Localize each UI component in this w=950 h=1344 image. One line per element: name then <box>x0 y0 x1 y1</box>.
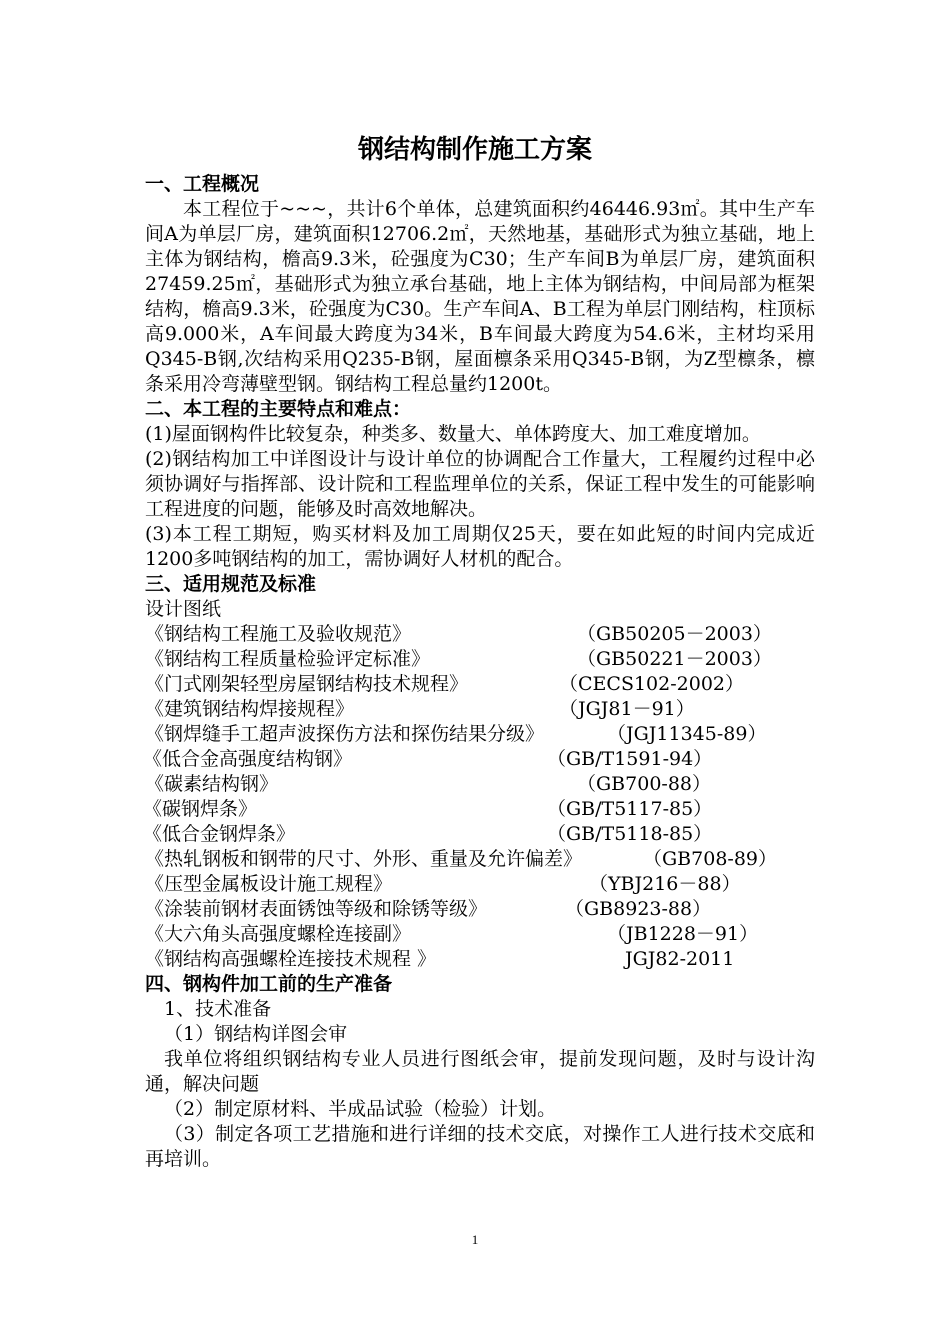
standard-name: 《钢结构高强螺栓连接技术规程 》 <box>145 948 437 970</box>
standard-code: （GB8923-88） <box>565 898 712 920</box>
standard-row <box>145 622 815 647</box>
standard-code: JGJ82-2011 <box>625 948 735 970</box>
standard-row <box>145 747 815 772</box>
standard-name: 《涂装前钢材表面锈蚀等级和除锈等级》 <box>145 898 488 920</box>
document-body <box>145 172 815 1172</box>
standard-name: 《压型金属板设计施工规程》 <box>145 873 393 895</box>
section-1-heading: 一、工程概况 <box>145 173 260 195</box>
section-2-heading: 二、本工程的主要特点和难点： <box>145 398 412 420</box>
standard-name: 《低合金高强度结构钢》 <box>143 748 353 770</box>
prep-item-1: （1）钢结构详图会审 <box>164 1023 348 1045</box>
standard-row <box>145 897 815 922</box>
standard-name: 《钢结构工程质量检验评定标准》 <box>145 648 431 670</box>
standard-row <box>145 722 815 747</box>
standard-code: （JB1228－91） <box>607 923 759 945</box>
document-title: 钢结构制作施工方案 <box>357 135 592 165</box>
subsection-technical-prep: 1、技术准备 <box>164 998 272 1020</box>
standard-row <box>145 847 815 872</box>
standard-row <box>145 797 815 822</box>
standard-code: （GB50205－2003） <box>577 623 772 645</box>
section-3-heading: 三、适用规范及标准 <box>145 573 317 595</box>
standard-name: 《钢焊缝手工超声波探伤方法和探伤结果分级》 <box>145 723 545 745</box>
standard-row <box>145 947 815 972</box>
prep-item-2: （2）制定原材料、半成品试验（检验）计划。 <box>164 1098 557 1120</box>
standard-code: （CECS102-2002） <box>559 673 744 695</box>
standard-code: （GB700-88） <box>577 773 712 795</box>
standard-name: 《热轧钢板和钢带的尺寸、外形、重量及允许偏差》 <box>145 848 583 870</box>
standard-code: （GB/T5118-85） <box>547 823 713 845</box>
difficulty-item-3: (3)本工程工期短，购买材料及加工周期仅25天，要在如此短的时间内完成近1200多吨钢结构的加工，需协调好人材机的配合。 <box>145 523 815 570</box>
standard-row <box>145 672 815 697</box>
standard-row <box>145 872 815 897</box>
standard-name: 《钢结构工程施工及验收规范》 <box>145 623 412 645</box>
standard-row <box>145 697 815 722</box>
standard-row <box>145 922 815 947</box>
standard-name: 《建筑钢结构焊接规程》 <box>145 698 355 720</box>
section-4-heading: 四、钢构件加工前的生产准备 <box>145 973 393 995</box>
standard-name: 《碳素结构钢》 <box>145 773 279 795</box>
standard-code: （GB/T1591-94） <box>547 748 713 770</box>
difficulty-item-1: (1)屋面钢构件比较复杂，种类多、数量大、单体跨度大、加工难度增加。 <box>145 423 761 445</box>
standard-code: （JGJ11345-89） <box>607 723 767 745</box>
prep-item-1-text: 我单位将组织钢结构专业人员进行图纸会审，提前发现问题，及时与设计沟通，解决问题 <box>145 1048 815 1095</box>
standard-name: 《大六角头高强度螺栓连接副》 <box>145 923 412 945</box>
standard-row <box>145 772 815 797</box>
standard-code: （GB/T5117-85） <box>547 798 713 820</box>
difficulty-item-2: (2)钢结构加工中详图设计与设计单位的协调配合工作量大，工程履约过程中必须协调好与指挥部、设计院和工程监理单位的关系，保证工程中发生的可能影响工程进度的问题，能够及时高效地解决。 <box>145 448 815 520</box>
standard-name: 《门式刚架轻型房屋钢结构技术规程》 <box>145 673 469 695</box>
standards-intro: 设计图纸 <box>145 598 222 620</box>
prep-item-3: （3）制定各项工艺措施和进行详细的技术交底，对操作工人进行技术交底和再培训。 <box>145 1123 815 1170</box>
standard-code: （GB708-89） <box>643 848 778 870</box>
standard-name: 《碳钢焊条》 <box>143 798 258 820</box>
standard-code: （JGJ81－91） <box>559 698 695 720</box>
page-number: 1 <box>471 1232 479 1247</box>
standard-row <box>145 822 815 847</box>
standard-code: （YBJ216－88） <box>589 873 741 895</box>
standard-code: （GB50221－2003） <box>577 648 772 670</box>
standard-name: 《低合金钢焊条》 <box>143 823 296 845</box>
section-1-paragraph: 本工程位于~~~，共计6个单体，总建筑面积约46446.93㎡。其中生产车间A为单层厂房，建筑面积12706.2㎡，天然地基，基础形式为独立基础，地上主体为钢结构，檐高9.3米，砼强度为C30；生产车间B为单层厂房，建筑面积27459.25㎡，基础形式为独立承台基础，地上主体为钢结构，中间局部为框架结构，檐高9.3米，砼强度为C30。生产车间A、B工程为单层门刚结构，柱顶标高9.000米，A车间最大跨度为34米，B车间最大跨度为54.6米，主材均采用Q345-B钢,次结构采用Q235-B钢，屋面檩条采用Q345-B钢，为Z型檩条，檩条采用冷弯薄壁型钢。钢结构工程总量约1200t。 <box>145 198 815 395</box>
standard-row <box>145 647 815 672</box>
